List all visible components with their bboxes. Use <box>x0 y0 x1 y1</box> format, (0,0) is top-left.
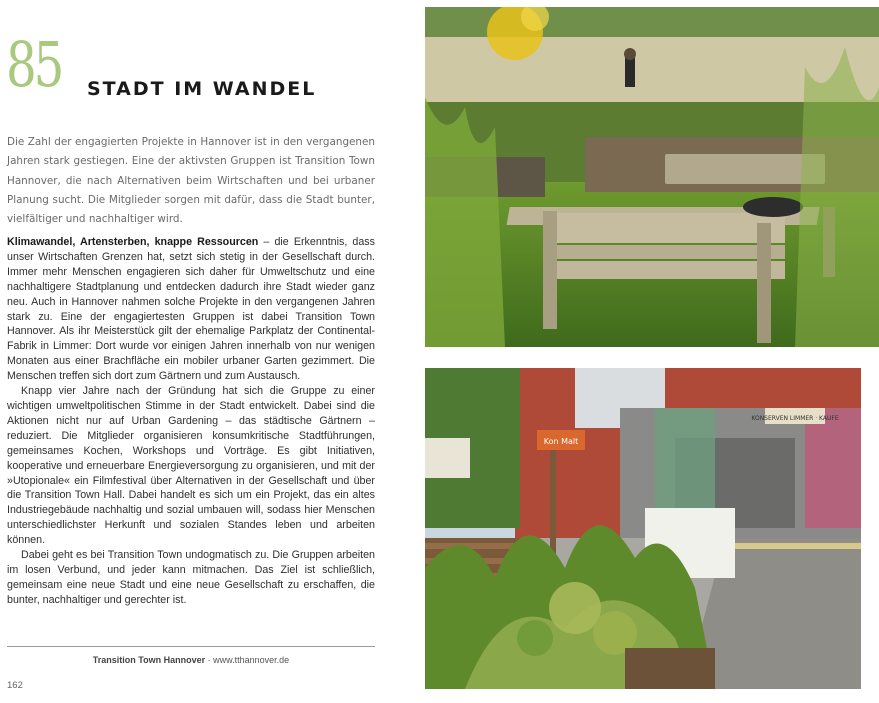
body-paragraph-1-text: – die Erkenntnis, dass unser Wirtschaften Grenzen hat, setzt sich stetig in der Gesellschaft durch. Immer mehr Menschen engagieren sich daher für Umweltschutz und eine nachhaltigere Stadtplanung und entdecken dadurch ihre Stadt wieder ganz neu. Auch in Hannover nahmen solche Projekte in den vergangenen Jahren stark zu. Eine der engagiertesten Gruppen ist dabei Transition Town Hannover. Als ihr Meisterstück gilt der ehemalige Parkplatz der Continental-Fabrik in Limmer: Dort wurde vor einigen Jahren innerhalb von nur wenigen Monaten aus einer Brachfläche ein mobiler urbaner Garten gezimmert. Die Menschen treffen sich dort zum Gärtnern und zum Austausch. <box>7 236 375 383</box>
garden-sign-text: Kon Malt <box>543 437 579 446</box>
body-text <box>7 235 375 608</box>
intro-paragraph: Die Zahl der engagierten Projekte in Hannover ist in den vergangenen Jahren stark gestiegen. Eine der aktivsten Gruppen ist Transition Town Hannover, die nach Alternativen beim Wirtschaften und bei urbaner Planung sucht. Die Mitglieder sorgen mit dafür, dass die Stadt bunter, vielfältiger und nachhaltiger wird. <box>7 136 375 226</box>
photo-street-garden <box>425 368 861 689</box>
shop-sign-text: KONSERVEN LIMMER · KAUFE <box>751 415 839 422</box>
lead-in: Klimawandel, Artensterben, knappe Ressourcen <box>7 236 259 248</box>
source-credit <box>7 655 375 665</box>
source-name: Transition Town Hannover <box>92 655 206 665</box>
body-paragraph-2: Knapp vier Jahre nach der Gründung hat sich die Gruppe zu einer wichtigen umweltpolitischen Stimme in der Stadt entwickelt. Dabei sind die Aktionen nicht nur auf Urban Gardening – das städtische Gärtnern – reduziert. Die Mitglieder organisieren konsumkritische Stadtführungen, gemeinsames Kochen, Workshops und Vorträge. Es gibt Initiativen, kooperative und erneuerbare Energieversorgung zu organisieren, und mit der »Utopionale« ein Filmfestival über Alternativen in der Gesellschaft und über die Transition Town Hall. Dabei handelt es sich um ein Projekt, das ein altes Industriegebäude nachhaltig und sozial umbauen will, sodass hier Menschen unterschiedlichster Herkunft und sozialen Standes leben und arbeiten können. <box>7 385 375 547</box>
footer-rule <box>7 646 375 647</box>
photo-garden-bench <box>425 7 879 347</box>
page-number: 162 <box>7 680 23 691</box>
body-paragraph-3: Dabei geht es bei Transition Town undogmatisch zu. Die Gruppen arbeiten im losen Verbund, und jeder kann mitmachen. Das Ziel ist schließlich, gemeinsam eine neue Stadt und eine neue Gesellschaft zu erschaffen, die bunter, nachhaltiger und gerechter ist. <box>7 549 375 606</box>
source-separator: · <box>205 655 214 665</box>
chapter-title: STADT IM WANDEL <box>87 78 317 100</box>
body-paragraph-1 <box>7 235 375 384</box>
chapter-number: 85 <box>6 28 62 101</box>
source-url: www.tthannover.de <box>213 655 290 665</box>
